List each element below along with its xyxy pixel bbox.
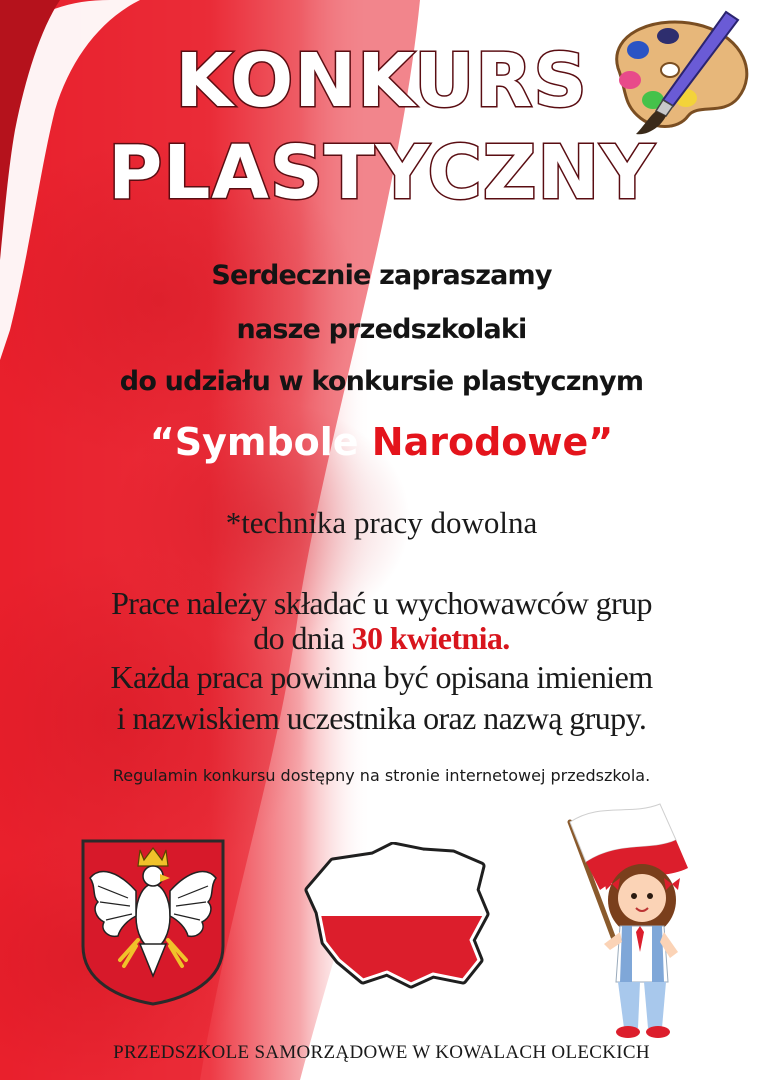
title-line-2: PLASTYCZNY bbox=[108, 130, 655, 216]
rules-note: Regulamin konkursu dostępny na stronie internetowej przedszkola. bbox=[112, 766, 651, 785]
theme-close-quote: ” bbox=[588, 420, 614, 464]
title-line-1: KONKURS bbox=[175, 38, 588, 124]
contest-theme bbox=[0, 420, 763, 464]
describe-line-1: Każda praca powinna być opisana imieniem bbox=[110, 659, 653, 695]
submit-line-2 bbox=[0, 620, 763, 657]
invitation-line-2: nasze przedszkolaki bbox=[236, 314, 527, 345]
theme-open-quote: “ bbox=[149, 420, 175, 464]
theme-word-2: Narodowe bbox=[371, 420, 589, 464]
theme-word-1: Symbole bbox=[174, 420, 359, 464]
submit-deadline: 30 kwietnia. bbox=[351, 620, 510, 656]
child-with-flag-icon bbox=[560, 792, 700, 1042]
describe-line-2: i nazwiskiem uczestnika oraz nazwą grupy. bbox=[116, 700, 647, 736]
invitation-line-1: Serdecznie zapraszamy bbox=[211, 260, 552, 291]
poland-map-flag-icon bbox=[303, 842, 493, 992]
polish-eagle-emblem-icon bbox=[78, 836, 228, 1006]
submit-line-1: Prace należy składać u wychowawców grup bbox=[111, 585, 652, 621]
technique-note: *technika pracy dowolna bbox=[225, 505, 538, 540]
invitation-line-3: do udziału w konkursie plastycznym bbox=[119, 366, 644, 397]
submit-line-2-prefix: do dnia bbox=[253, 620, 352, 656]
footer-school-name: PRZEDSZKOLE SAMORZĄDOWE W KOWALACH OLECKICH bbox=[113, 1042, 650, 1063]
